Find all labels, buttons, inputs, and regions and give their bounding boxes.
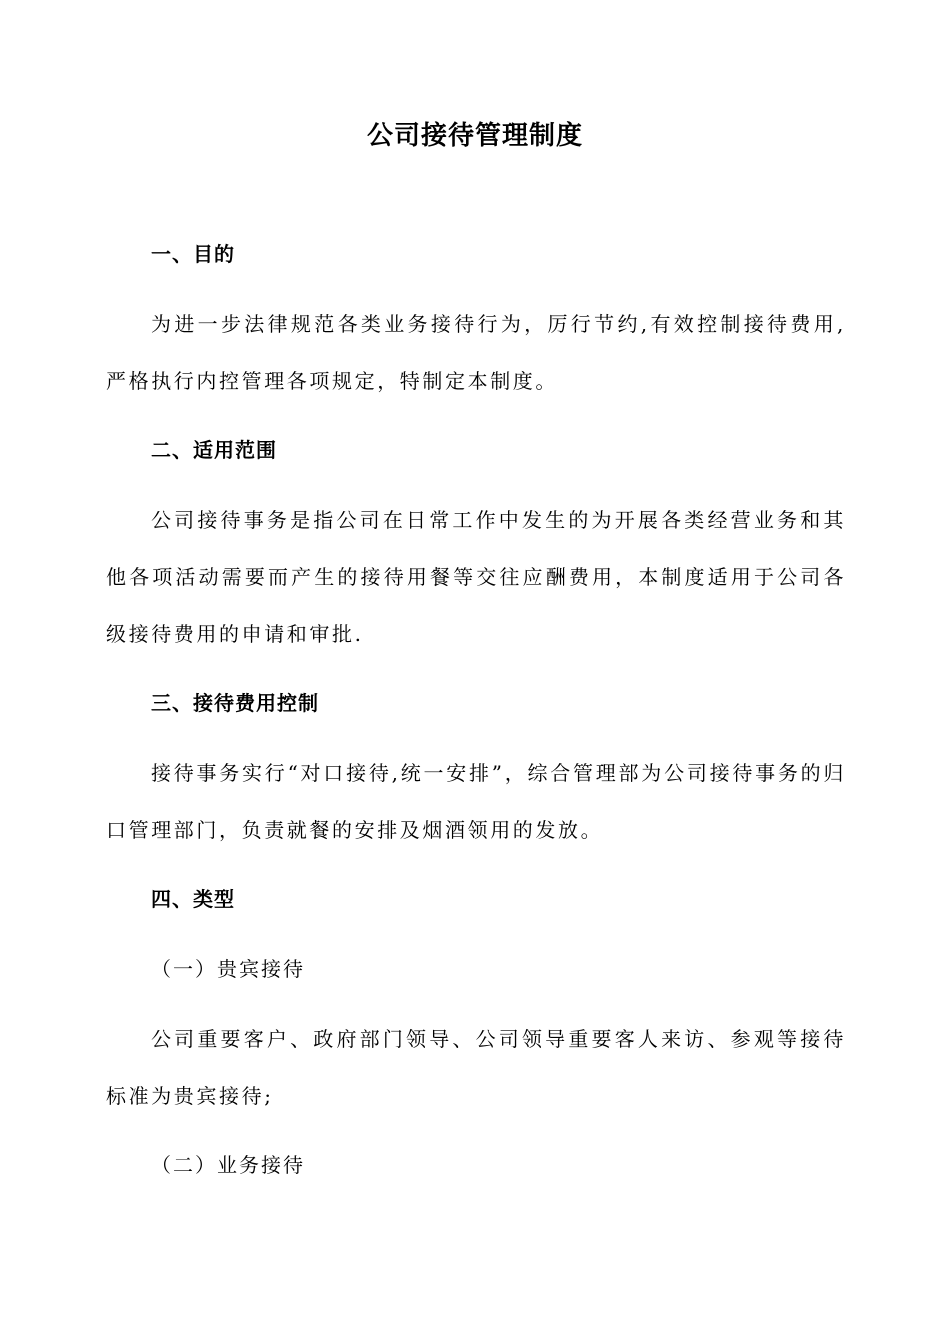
section-heading-scope: 二、适用范围 — [151, 438, 277, 462]
section-heading-types: 四、类型 — [151, 887, 235, 911]
section-heading-purpose: 一、目的 — [151, 242, 235, 266]
section-paragraph-scope: 公司接待事务是指公司在日常工作中发生的为开展各类经营业务和其他各项活动需要而产生的接待用餐等交往应酬费用，本制度适用于公司各级接待费用的申请和审批. — [106, 508, 846, 646]
document-title: 公司接待管理制度 — [366, 121, 583, 151]
subsection-label-vip-reception: （一）贵宾接待 — [151, 957, 305, 981]
section-paragraph-cost-control: 接待事务实行“对口接待,统一安排”，综合管理部为公司接待事务的归口管理部门，负责就餐的安排及烟酒领用的发放。 — [106, 761, 846, 842]
section-paragraph-purpose: 为进一步法律规范各类业务接待行为，厉行节约,有效控制接待费用,严格执行内控管理各项规定，特制定本制度。 — [106, 312, 846, 393]
subsection-label-business-reception: （二）业务接待 — [151, 1153, 305, 1177]
section-heading-cost-control: 三、接待费用控制 — [151, 691, 319, 715]
subsection-paragraph-vip-reception: 公司重要客户、政府部门领导、公司领导重要客人来访、参观等接待标准为贵宾接待; — [106, 1027, 846, 1108]
